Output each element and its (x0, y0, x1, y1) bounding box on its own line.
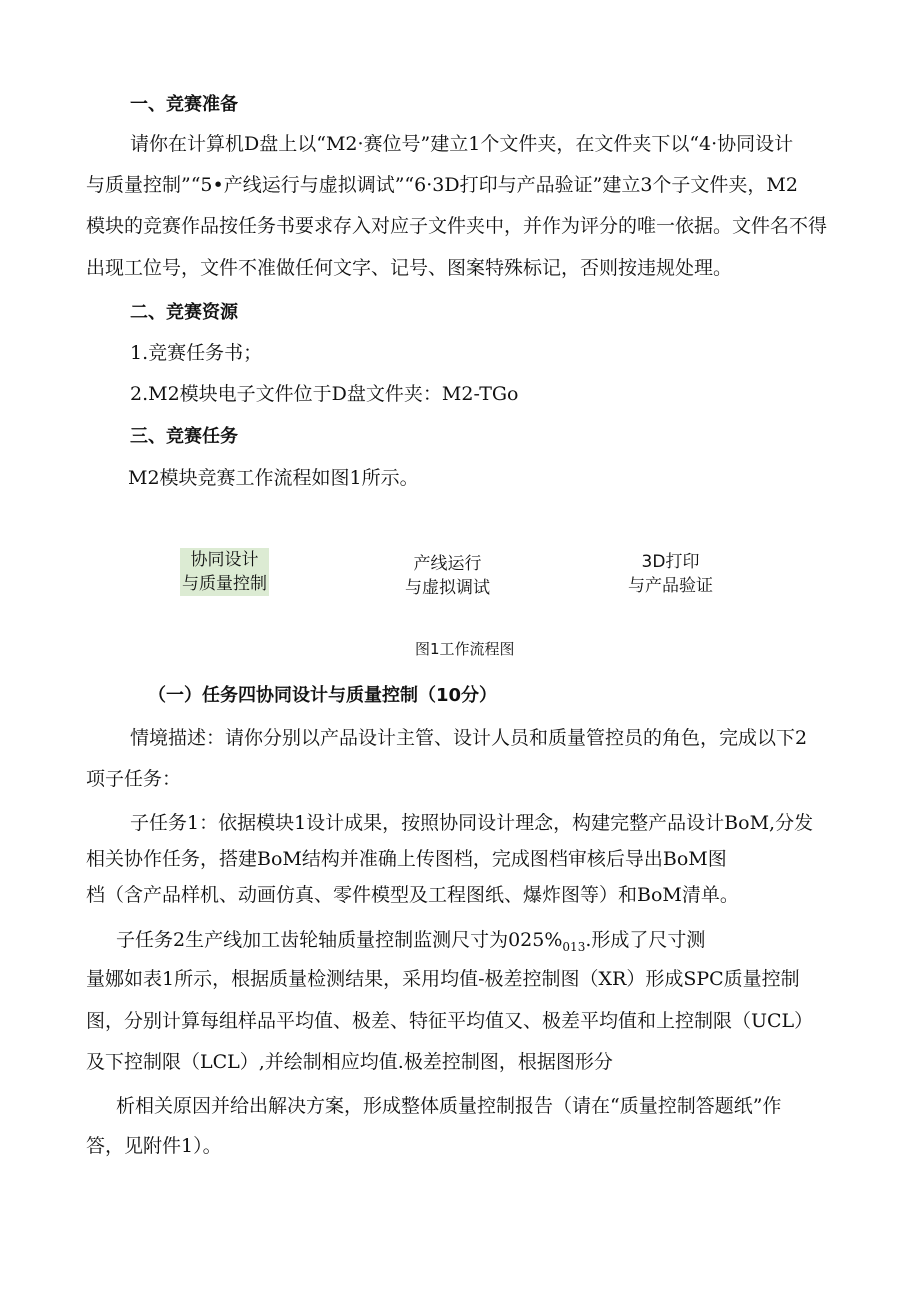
flow-step-3d-printing (628, 550, 713, 598)
subtask2-line-1 (116, 927, 705, 960)
scenario-line-1: 情境描述：请你分别以产品设计主管、设计人员和质量管控员的角色，完成以下2 (130, 727, 808, 749)
subtask2-line-6: 答，见附件1）。 (86, 1135, 222, 1157)
flow-step-3-line2: 与产品验证 (628, 576, 713, 596)
subtask2-line-3: 图，分别计算每组样品平均值、极差、特征平均值又、极差平均值和上控制限（UCL） (86, 1010, 814, 1032)
figure-caption: 图1工作流程图 (415, 640, 515, 658)
section1-line-4: 出现工位号，文件不准做任何文字、记号、图案特殊标记，否则按违规处理。 (86, 257, 733, 279)
task4-title: （一）任务四协同设计与质量控制（10分） (148, 685, 498, 706)
flow-step-collab-design (180, 548, 269, 596)
section1-line-2: 与质量控制”“5•产线运行与虚拟调试”“6·3D打印与产品验证”建立3个子文件夹，M2 (86, 174, 798, 196)
subtask2-line-2: 量娜如表1所示，根据质量检测结果，采用均值-极差控制图（XR）形成SPC质量控制 (86, 968, 800, 990)
section3-heading: 三、竞赛任务 (130, 426, 238, 447)
flow-step-1-line2: 与质量控制 (182, 574, 267, 594)
section2-heading: 二、竞赛资源 (130, 302, 238, 323)
scenario-line-2: 项子任务： (86, 768, 182, 790)
resource-item-2: 2.M2模块电子文件位于D盘文件夹：M2-TGo (130, 383, 519, 405)
flow-step-2-line1: 产线运行 (413, 554, 482, 574)
section1-heading: 一、竞赛准备 (130, 94, 238, 115)
subtask1-line-3: 档（含产品样机、动画仿真、零件模型及工程图纸、爆炸图等）和BoM清单。 (86, 884, 739, 906)
section1-line-1: 请你在计算机D盘上以“M2·赛位号”建立1个文件夹，在文件夹下以“4·协同设计 (130, 133, 794, 155)
subtask2-line-5: 析相关原因并给出解决方案，形成整体质量控制报告（请在“质量控制答题纸”作 (116, 1095, 782, 1117)
section1-line-3: 模块的竞赛作品按任务书要求存入对应子文件夹中，并作为评分的唯一依据。文件名不得 (86, 215, 828, 237)
subtask1-line-2: 相关协作任务，搭建BoM结构并准确上传图档，完成图档审核后导出BoM图 (86, 848, 727, 870)
subtask2-line-1-text: 子任务2生产线加工齿轮轴质量控制监测尺寸为025% (116, 929, 563, 951)
resource-item-1: 1.竞赛任务书； (130, 342, 263, 364)
flow-step-production-line (405, 552, 490, 600)
subtask1-line-1: 子任务1：依据模块1设计成果，按照协同设计理念，构建完整产品设计BoM,分发 (130, 812, 814, 834)
flow-step-1-line1: 协同设计 (190, 550, 259, 570)
subtask2-line-4: 及下控制限（LCL）,并绘制相应均值.极差控制图，根据图形分 (86, 1051, 613, 1073)
section3-intro: M2模块竞赛工作流程如图1所示。 (128, 467, 419, 489)
subtask2-subscript: 013 (562, 939, 586, 954)
flow-step-3-line1: 3D打印 (641, 552, 700, 572)
flow-step-2-line2: 与虚拟调试 (405, 578, 490, 598)
subtask2-line-1-tail: .形成了尺寸测 (585, 929, 706, 951)
